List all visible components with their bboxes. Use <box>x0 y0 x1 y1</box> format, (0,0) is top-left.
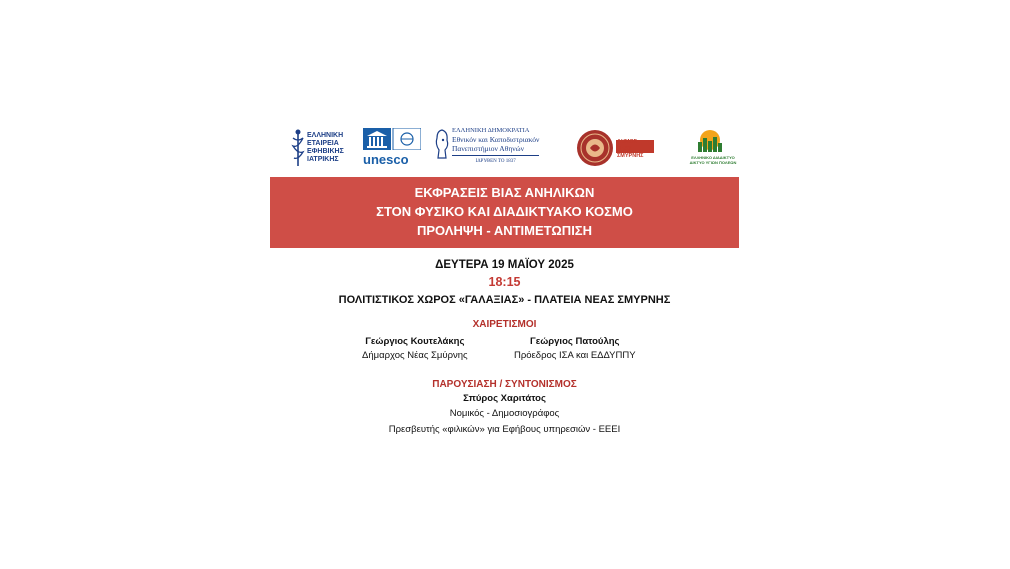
unesco-emblem-icon <box>363 128 421 150</box>
presenter-role-2: Πρεσβευτής «φιλικών» για Εφήβους υπηρεσιών - ΕΕΕΙ <box>388 424 621 435</box>
eeei-logo-text: ΕΛΛΗΝΙΚΗ ΕΤΑΙΡΕΙΑ ΕΦΗΒΙΚΗΣ ΙΑΤΡΙΚΗΣ <box>307 132 344 163</box>
unesco-logo <box>363 126 423 172</box>
athena-head-icon <box>434 128 450 162</box>
caduceus-icon <box>290 128 306 168</box>
unesco-logo-text: unesco <box>363 152 409 167</box>
municipal-seal-icon <box>575 128 615 168</box>
uoa-line-4: ΙΔΡΥΘΕΝ ΤΟ 1837 <box>452 155 539 166</box>
event-invitation <box>270 122 739 448</box>
person-role: Δήμαρχος Νέας Σμύρνης <box>362 350 468 361</box>
healthy-cities-logo <box>687 126 739 172</box>
person-name: Γεώργιος Πατούλης <box>530 336 620 347</box>
person-role: Πρόεδρος ΙΣΑ και ΕΔΔΥΠΠΥ <box>514 350 636 361</box>
person-name: Γεώργιος Κουτελάκης <box>365 336 465 347</box>
nea-smyrni-logo <box>575 126 655 172</box>
banner-line-3: ΠΡΟΛΗΨΗ - ΑΝΤΙΜΕΤΩΠΙΣΗ <box>416 223 592 238</box>
sun-city-icon <box>695 128 725 154</box>
greeting-person-1 <box>362 335 468 363</box>
uoa-line-2: Εθνικόν και Καποδιστριακόν <box>452 135 540 144</box>
eeei-logo <box>290 126 350 172</box>
greeting-person-2 <box>514 335 636 363</box>
nea-smyrni-text: ΔΗΜΟΣ ΝΕΑΣ ΣΜΥΡΝΗΣ <box>617 139 644 159</box>
logo-strip <box>270 122 739 176</box>
event-venue: ΠΟΛΙΤΙΣΤΙΚΟΣ ΧΩΡΟΣ «ΓΑΛΑΞΙΑΣ» - ΠΛΑΤΕΙΑ ΝΕΑΣ ΣΜΥΡΝΗΣ <box>338 294 671 306</box>
presentation-heading: ΠΑΡΟΥΣΙΑΣΗ / ΣΥΝΤΟΝΙΣΜΟΣ <box>432 379 577 390</box>
event-time: 18:15 <box>488 275 521 289</box>
uoa-line-3: Πανεπιστήμιον Αθηνών <box>452 144 524 153</box>
presenter-name: Σπύρος Χαριτάτος <box>463 393 546 404</box>
uoa-line-1: ΕΛΛΗΝΙΚΗ ΔΗΜΟΚΡΑΤΙΑ <box>452 127 530 134</box>
banner-line-2: ΣΤΟΝ ΦΥΣΙΚΟ ΚΑΙ ΔΙΑΔΙΚΤΥΑΚΟ ΚΟΣΜΟ <box>376 204 633 219</box>
uoa-logo <box>434 126 552 172</box>
greetings-heading: ΧΑΙΡΕΤΙΣΜΟΙ <box>472 319 537 330</box>
event-date: ΔΕΥΤΕΡΑ 19 ΜΑΪΟΥ 2025 <box>435 259 574 271</box>
healthy-cities-text: ΕΛΛΗΝΙΚΟ ΔΙΑΔΙΚΤΥΟ ΔΙΚΤΥΟ ΥΓΙΩΝ ΠΟΛΕΩΝ <box>689 155 737 165</box>
banner-line-1: ΕΚΦΡΑΣΕΙΣ ΒΙΑΣ ΑΝΗΛΙΚΩΝ <box>414 185 595 200</box>
title-banner <box>270 177 739 248</box>
presenter-role-1: Νομικός - Δημοσιογράφος <box>449 408 560 419</box>
